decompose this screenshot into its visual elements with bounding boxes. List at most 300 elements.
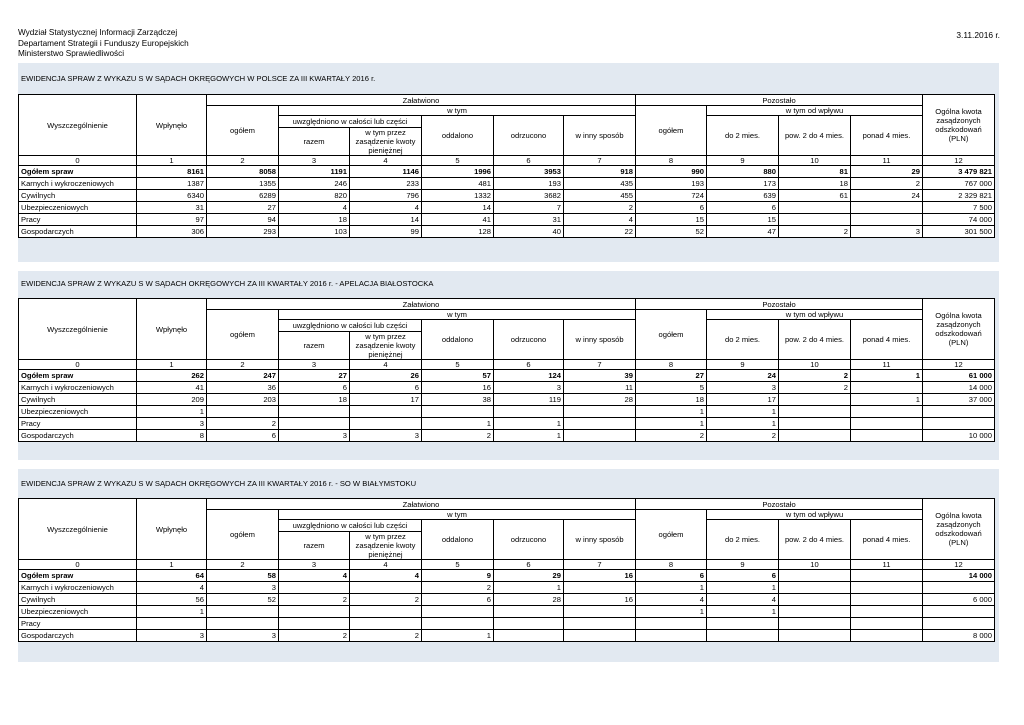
table-cell: 1 [137,406,207,418]
row-label: Ogółem spraw [19,370,137,382]
table-cell: 1 [636,582,707,594]
table-row [19,570,995,582]
table-cell: 97 [137,214,207,226]
table-cell [851,382,923,394]
column-number: 1 [137,560,207,570]
table-cell [350,618,422,630]
table-cell [350,418,422,430]
table-cell: 41 [137,382,207,394]
row-label: Ogółem spraw [19,166,137,178]
table-cell: 2 [779,226,851,238]
table-cell: 1 [851,394,923,406]
header-line: Wydział Statystycznej Informacji Zarządczej [18,28,178,37]
table-cell [779,582,851,594]
table-cell: 27 [279,370,350,382]
table-cell: 455 [564,190,636,202]
table-cell [422,606,494,618]
section-poland [18,63,999,262]
table-cell: 247 [207,370,279,382]
table-row [19,370,995,382]
col-header-w-tym-od-wplywu: w tym od wpływu [707,106,923,116]
col-header-razem: razem [279,332,350,360]
table-cell: 1 [636,606,707,618]
table-cell: 124 [494,370,564,382]
table-cell: 3 [137,630,207,642]
table-cell [851,570,923,582]
table-cell: 1 [422,630,494,642]
table-cell: 17 [707,394,779,406]
table-cell [564,582,636,594]
table-cell: 81 [779,166,851,178]
table-cell [779,570,851,582]
col-header-ponad-4-mies: ponad 4 mies. [851,520,923,560]
table-row [19,594,995,606]
table-cell: 6 [422,594,494,606]
column-number: 0 [19,360,137,370]
table-row [19,618,995,630]
col-header-inny-sposob: w inny sposób [564,320,636,360]
col-header-ogolem: ogółem [207,106,279,156]
table-cell [779,406,851,418]
table-cell: 2 [779,382,851,394]
table-cell: 1191 [279,166,350,178]
col-header-pozostalo-ogolem: ogółem [636,310,707,360]
row-label: Ubezpieczeniowych [19,606,137,618]
table-cell: 173 [707,178,779,190]
column-number: 12 [923,156,995,166]
col-header-do-2-mies: do 2 mies. [707,520,779,560]
table-cell: 1 [636,418,707,430]
table-cell [207,406,279,418]
table-cell: 6 [279,382,350,394]
col-header-zasadzenie: w tym przez zasądzenie kwoty pieniężnej [350,332,422,360]
table-cell: 56 [137,594,207,606]
table-cell: 15 [707,214,779,226]
table-cell [851,202,923,214]
table-cell: 1 [851,370,923,382]
col-header-razem: razem [279,532,350,560]
column-number: 9 [707,156,779,166]
table-cell: 2 [422,430,494,442]
table-cell [779,418,851,430]
col-header-w-tym-od-wplywu: w tym od wpływu [707,310,923,320]
column-number: 10 [779,360,851,370]
table-row [19,226,995,238]
table-cell: 1 [707,406,779,418]
table-cell: 4 [350,570,422,582]
table-cell: 193 [494,178,564,190]
table-cell: 6340 [137,190,207,202]
table-cell: 27 [207,202,279,214]
column-number: 3 [279,156,350,166]
table-cell: 2 [279,594,350,606]
table-cell: 3 [207,582,279,594]
table-cell: 3682 [494,190,564,202]
table-cell: 5 [636,382,707,394]
col-header-kwota: Ogólna kwota zasądzonych odszkodowań (PLN) [923,95,995,156]
col-header-zasadzenie: w tym przez zasądzenie kwoty pieniężnej [350,128,422,156]
report-date: 3.11.2016 r. [956,30,1000,40]
table-cell [851,418,923,430]
table-cell: 2 [779,370,851,382]
column-number: 12 [923,360,995,370]
table-cell: 39 [564,370,636,382]
table-cell: 1 [137,606,207,618]
col-header-w-tym: w tym [279,106,636,116]
column-number: 0 [19,156,137,166]
column-number: 5 [422,156,494,166]
col-header-inny-sposob: w inny sposób [564,116,636,156]
table-cell: 4 [564,214,636,226]
column-number: 4 [350,156,422,166]
table-cell [564,630,636,642]
table-cell: 4 [279,202,350,214]
table-cell [564,606,636,618]
table-cell: 246 [279,178,350,190]
column-number: 2 [207,156,279,166]
column-number: 8 [636,156,707,166]
statistics-table [18,498,995,642]
table-cell: 262 [137,370,207,382]
section-apelacja-bialostocka [18,271,999,460]
col-header-zalatwiono: Załatwiono [207,499,636,510]
table-cell: 58 [207,570,279,582]
table-cell [923,618,995,630]
table-cell: 6 [350,382,422,394]
table-cell: 4 [636,594,707,606]
col-header-pozostalo-ogolem: ogółem [636,106,707,156]
row-label: Cywilnych [19,594,137,606]
table-row [19,630,995,642]
column-number: 3 [279,560,350,570]
table-cell: 6289 [207,190,279,202]
column-number: 2 [207,560,279,570]
table-cell: 64 [137,570,207,582]
table-cell: 8 000 [923,630,995,642]
row-label: Karnych i wykroczeniowych [19,382,137,394]
col-header-uwzgledniono: uwzględniono w całości lub części [279,320,422,332]
table-cell [707,630,779,642]
col-header-kwota: Ogólna kwota zasądzonych odszkodowań (PLN) [923,299,995,360]
column-number: 7 [564,560,636,570]
table-cell: 29 [851,166,923,178]
table-row [19,214,995,226]
table-cell: 47 [707,226,779,238]
table-row [19,406,995,418]
table-cell: 61 000 [923,370,995,382]
table-cell: 99 [350,226,422,238]
table-cell: 17 [350,394,422,406]
table-cell [851,430,923,442]
col-header-zalatwiono: Załatwiono [207,95,636,106]
table-cell: 14 [350,214,422,226]
table-cell [350,606,422,618]
table-cell: 4 [137,582,207,594]
table-cell [564,406,636,418]
col-header-ponad-4-mies: ponad 4 mies. [851,320,923,360]
table-cell [707,618,779,630]
column-number: 4 [350,360,422,370]
table-cell: 7 [494,202,564,214]
table-cell [422,406,494,418]
column-number: 5 [422,560,494,570]
col-header-oddalono: oddalono [422,116,494,156]
report-header [18,28,189,60]
table-cell: 61 [779,190,851,202]
table-row [19,430,995,442]
table-cell: 8 [137,430,207,442]
table-cell: 2 [279,630,350,642]
table-cell: 11 [564,382,636,394]
col-header-wyszczegolnienie: Wyszczególnienie [19,95,137,156]
col-header-zasadzenie: w tym przez zasądzenie kwoty pieniężnej [350,532,422,560]
column-number: 11 [851,560,923,570]
table-cell: 3 [494,382,564,394]
col-header-odrzucono: odrzucono [494,520,564,560]
col-header-do-2-mies: do 2 mies. [707,116,779,156]
table-row [19,382,995,394]
table-cell: 990 [636,166,707,178]
column-number: 11 [851,360,923,370]
row-label: Pracy [19,418,137,430]
table-cell: 3 [207,630,279,642]
row-label: Ubezpieczeniowych [19,406,137,418]
table-cell: 28 [494,594,564,606]
section-title: EWIDENCJA SPRAW Z WYKAZU S W SĄDACH OKRĘGOWYCH W POLSCE ZA III KWARTAŁY 2016 r. [21,74,376,83]
table-row [19,178,995,190]
table-cell [207,606,279,618]
table-cell: 31 [494,214,564,226]
table-cell [422,618,494,630]
table-cell: 767 000 [923,178,995,190]
table-cell [564,418,636,430]
table-cell: 7 500 [923,202,995,214]
table-cell [779,430,851,442]
table-cell: 301 500 [923,226,995,238]
col-header-uwzgledniono: uwzględniono w całości lub części [279,116,422,128]
table-cell: 6 [636,202,707,214]
table-cell: 57 [422,370,494,382]
column-number: 9 [707,360,779,370]
table-cell [564,430,636,442]
column-number: 7 [564,156,636,166]
table-cell [851,406,923,418]
col-header-kwota: Ogólna kwota zasądzonych odszkodowań (PLN) [923,499,995,560]
table-cell [851,214,923,226]
table-cell [350,582,422,594]
table-cell [923,582,995,594]
col-header-odrzucono: odrzucono [494,116,564,156]
table-cell: 6 000 [923,594,995,606]
table-row [19,166,995,178]
table-cell: 918 [564,166,636,178]
statistics-table [18,298,995,442]
table-cell [494,406,564,418]
table-cell [207,618,279,630]
table-cell [494,618,564,630]
table-cell: 1 [422,418,494,430]
table-cell: 3 [851,226,923,238]
column-number: 1 [137,156,207,166]
table-cell: 724 [636,190,707,202]
table-cell [851,582,923,594]
row-label: Gospodarczych [19,430,137,442]
table-cell [636,618,707,630]
col-header-uwzgledniono: uwzględniono w całości lub części [279,520,422,532]
column-number: 2 [207,360,279,370]
table-cell: 2 [422,582,494,594]
table-cell [923,406,995,418]
table-cell: 1 [707,418,779,430]
table-cell: 24 [851,190,923,202]
table-cell: 1146 [350,166,422,178]
col-header-wyszczegolnienie: Wyszczególnienie [19,299,137,360]
row-label: Karnych i wykroczeniowych [19,582,137,594]
table-cell: 29 [494,570,564,582]
table-cell: 128 [422,226,494,238]
col-header-ogolem: ogółem [207,510,279,560]
column-number: 6 [494,156,564,166]
table-cell: 14 000 [923,382,995,394]
row-label: Pracy [19,618,137,630]
table-row [19,394,995,406]
table-cell: 2 [350,630,422,642]
table-cell: 52 [207,594,279,606]
table-cell [137,618,207,630]
table-cell: 22 [564,226,636,238]
column-number: 1 [137,360,207,370]
table-cell: 8161 [137,166,207,178]
section-title: EWIDENCJA SPRAW Z WYKAZU S W SĄDACH OKRĘGOWYCH ZA III KWARTAŁY 2016 r. - SO W BIAŁYMSTOKU [21,479,417,488]
table-cell [279,606,350,618]
col-header-ogolem: ogółem [207,310,279,360]
table-cell: 639 [707,190,779,202]
table-cell: 16 [564,570,636,582]
table-cell: 1332 [422,190,494,202]
table-cell: 3953 [494,166,564,178]
col-header-wplynelo: Wpłynęło [137,95,207,156]
table-cell: 16 [564,594,636,606]
table-cell: 6 [707,570,779,582]
table-cell: 2 [636,430,707,442]
table-cell [851,630,923,642]
table-cell: 481 [422,178,494,190]
table-row [19,582,995,594]
section-title: EWIDENCJA SPRAW Z WYKAZU S W SĄDACH OKRĘGOWYCH ZA III KWARTAŁY 2016 r. - APELACJA BIAŁOSTOCKA [21,279,434,288]
table-cell [851,594,923,606]
table-cell: 24 [707,370,779,382]
table-cell: 1 [707,582,779,594]
col-header-oddalono: oddalono [422,520,494,560]
table-cell [923,606,995,618]
table-cell [279,582,350,594]
table-cell: 306 [137,226,207,238]
column-number: 5 [422,360,494,370]
table-cell [564,618,636,630]
table-cell [350,406,422,418]
table-cell: 796 [350,190,422,202]
column-number: 10 [779,560,851,570]
table-cell: 1 [636,406,707,418]
table-cell: 3 479 821 [923,166,995,178]
column-number: 6 [494,560,564,570]
row-label: Cywilnych [19,394,137,406]
table-cell [494,606,564,618]
table-cell: 103 [279,226,350,238]
table-cell: 203 [207,394,279,406]
row-label: Gospodarczych [19,226,137,238]
statistics-table [18,94,995,238]
col-header-pow-2-do-4-mies: pow. 2 do 4 mies. [779,116,851,156]
table-cell: 27 [636,370,707,382]
table-cell: 3 [137,418,207,430]
table-cell: 293 [207,226,279,238]
table-cell: 18 [279,214,350,226]
table-cell: 6 [207,430,279,442]
table-cell: 6 [707,202,779,214]
row-label: Karnych i wykroczeniowych [19,178,137,190]
table-cell [779,214,851,226]
table-cell: 820 [279,190,350,202]
col-header-oddalono: oddalono [422,320,494,360]
col-header-w-tym: w tym [279,510,636,520]
table-cell: 2 [564,202,636,214]
table-cell: 209 [137,394,207,406]
table-cell [279,618,350,630]
table-cell: 4 [279,570,350,582]
table-cell: 1355 [207,178,279,190]
col-header-pow-2-do-4-mies: pow. 2 do 4 mies. [779,320,851,360]
col-header-odrzucono: odrzucono [494,320,564,360]
table-cell [851,618,923,630]
table-row [19,418,995,430]
table-cell [923,418,995,430]
column-number: 10 [779,156,851,166]
table-cell: 15 [636,214,707,226]
table-cell [279,418,350,430]
table-cell [779,202,851,214]
col-header-w-tym: w tym [279,310,636,320]
col-header-pow-2-do-4-mies: pow. 2 do 4 mies. [779,520,851,560]
column-number: 3 [279,360,350,370]
table-cell: 2 [851,178,923,190]
row-label: Ogółem spraw [19,570,137,582]
col-header-zalatwiono: Załatwiono [207,299,636,310]
col-header-inny-sposob: w inny sposób [564,520,636,560]
row-label: Cywilnych [19,190,137,202]
col-header-wplynelo: Wpłynęło [137,299,207,360]
col-header-pozostalo-ogolem: ogółem [636,510,707,560]
col-header-wplynelo: Wpłynęło [137,499,207,560]
table-cell: 1387 [137,178,207,190]
table-cell: 18 [636,394,707,406]
col-header-wyszczegolnienie: Wyszczególnienie [19,499,137,560]
column-number: 9 [707,560,779,570]
col-header-pozostalo: Pozostało [636,299,923,310]
column-number: 0 [19,560,137,570]
table-cell [779,594,851,606]
table-row [19,190,995,202]
table-cell: 9 [422,570,494,582]
table-cell: 1 [494,418,564,430]
table-cell [494,630,564,642]
table-cell: 41 [422,214,494,226]
col-header-pozostalo: Pozostało [636,95,923,106]
col-header-do-2-mies: do 2 mies. [707,320,779,360]
row-label: Ubezpieczeniowych [19,202,137,214]
table-cell: 1 [494,582,564,594]
col-header-w-tym-od-wplywu: w tym od wpływu [707,510,923,520]
